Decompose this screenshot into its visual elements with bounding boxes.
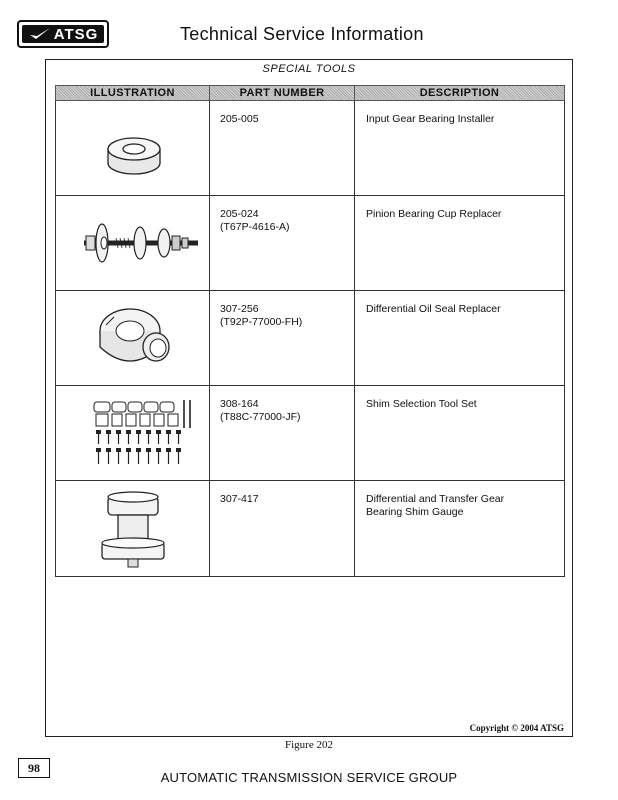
table-row <box>56 196 565 291</box>
copyright-notice: Copyright © 2004 ATSG <box>469 723 564 733</box>
description-cell: Pinion Bearing Cup Replacer <box>355 196 565 291</box>
atsg-logo <box>17 20 109 48</box>
logo-text: ATSG <box>53 25 99 43</box>
special-tools-figure <box>45 59 573 737</box>
part-number-cell: 308-164 (T88C-77000-JF) <box>210 386 355 481</box>
description-cell: Shim Selection Tool Set <box>355 386 565 481</box>
column-header-part-number: PART NUMBER <box>210 86 355 101</box>
part-number-cell: 307-417 <box>210 481 355 577</box>
column-header-description: DESCRIPTION <box>355 86 565 101</box>
table-row <box>56 291 565 386</box>
shim-set-icon <box>56 386 210 480</box>
table-row <box>56 101 565 196</box>
table-row <box>56 481 565 577</box>
figure-caption: Figure 202 <box>285 739 333 751</box>
page-title: Technical Service Information <box>180 24 424 44</box>
table-header-row <box>56 86 565 101</box>
part-number-cell: 205-024 (T67P-4616-A) <box>210 196 355 291</box>
description-cell: Input Gear Bearing Installer <box>355 101 565 196</box>
spool-gauge-icon <box>56 481 210 575</box>
page-number: 98 <box>18 758 50 778</box>
part-number-cell: 307-256 (T92P-77000-FH) <box>210 291 355 386</box>
description-cell: Differential Oil Seal Replacer <box>355 291 565 386</box>
column-header-illustration: ILLUSTRATION <box>56 86 210 101</box>
section-title: SPECIAL TOOLS <box>262 63 356 75</box>
illustration-cell <box>56 196 210 291</box>
illustration-cell <box>56 481 210 577</box>
bolt-tool-icon <box>56 196 210 290</box>
table-row <box>56 386 565 481</box>
washer-tool-icon <box>56 101 210 195</box>
check-wing-icon <box>28 26 52 42</box>
illustration-cell <box>56 101 210 196</box>
description-cell: Differential and Transfer Gear Bearing Shim Gauge <box>355 481 565 577</box>
illustration-cell <box>56 291 210 386</box>
footer-text: AUTOMATIC TRANSMISSION SERVICE GROUP <box>160 770 458 785</box>
seal-driver-icon <box>56 291 210 385</box>
part-number-cell: 205-005 <box>210 101 355 196</box>
illustration-cell <box>56 386 210 481</box>
special-tools-table <box>55 85 565 577</box>
